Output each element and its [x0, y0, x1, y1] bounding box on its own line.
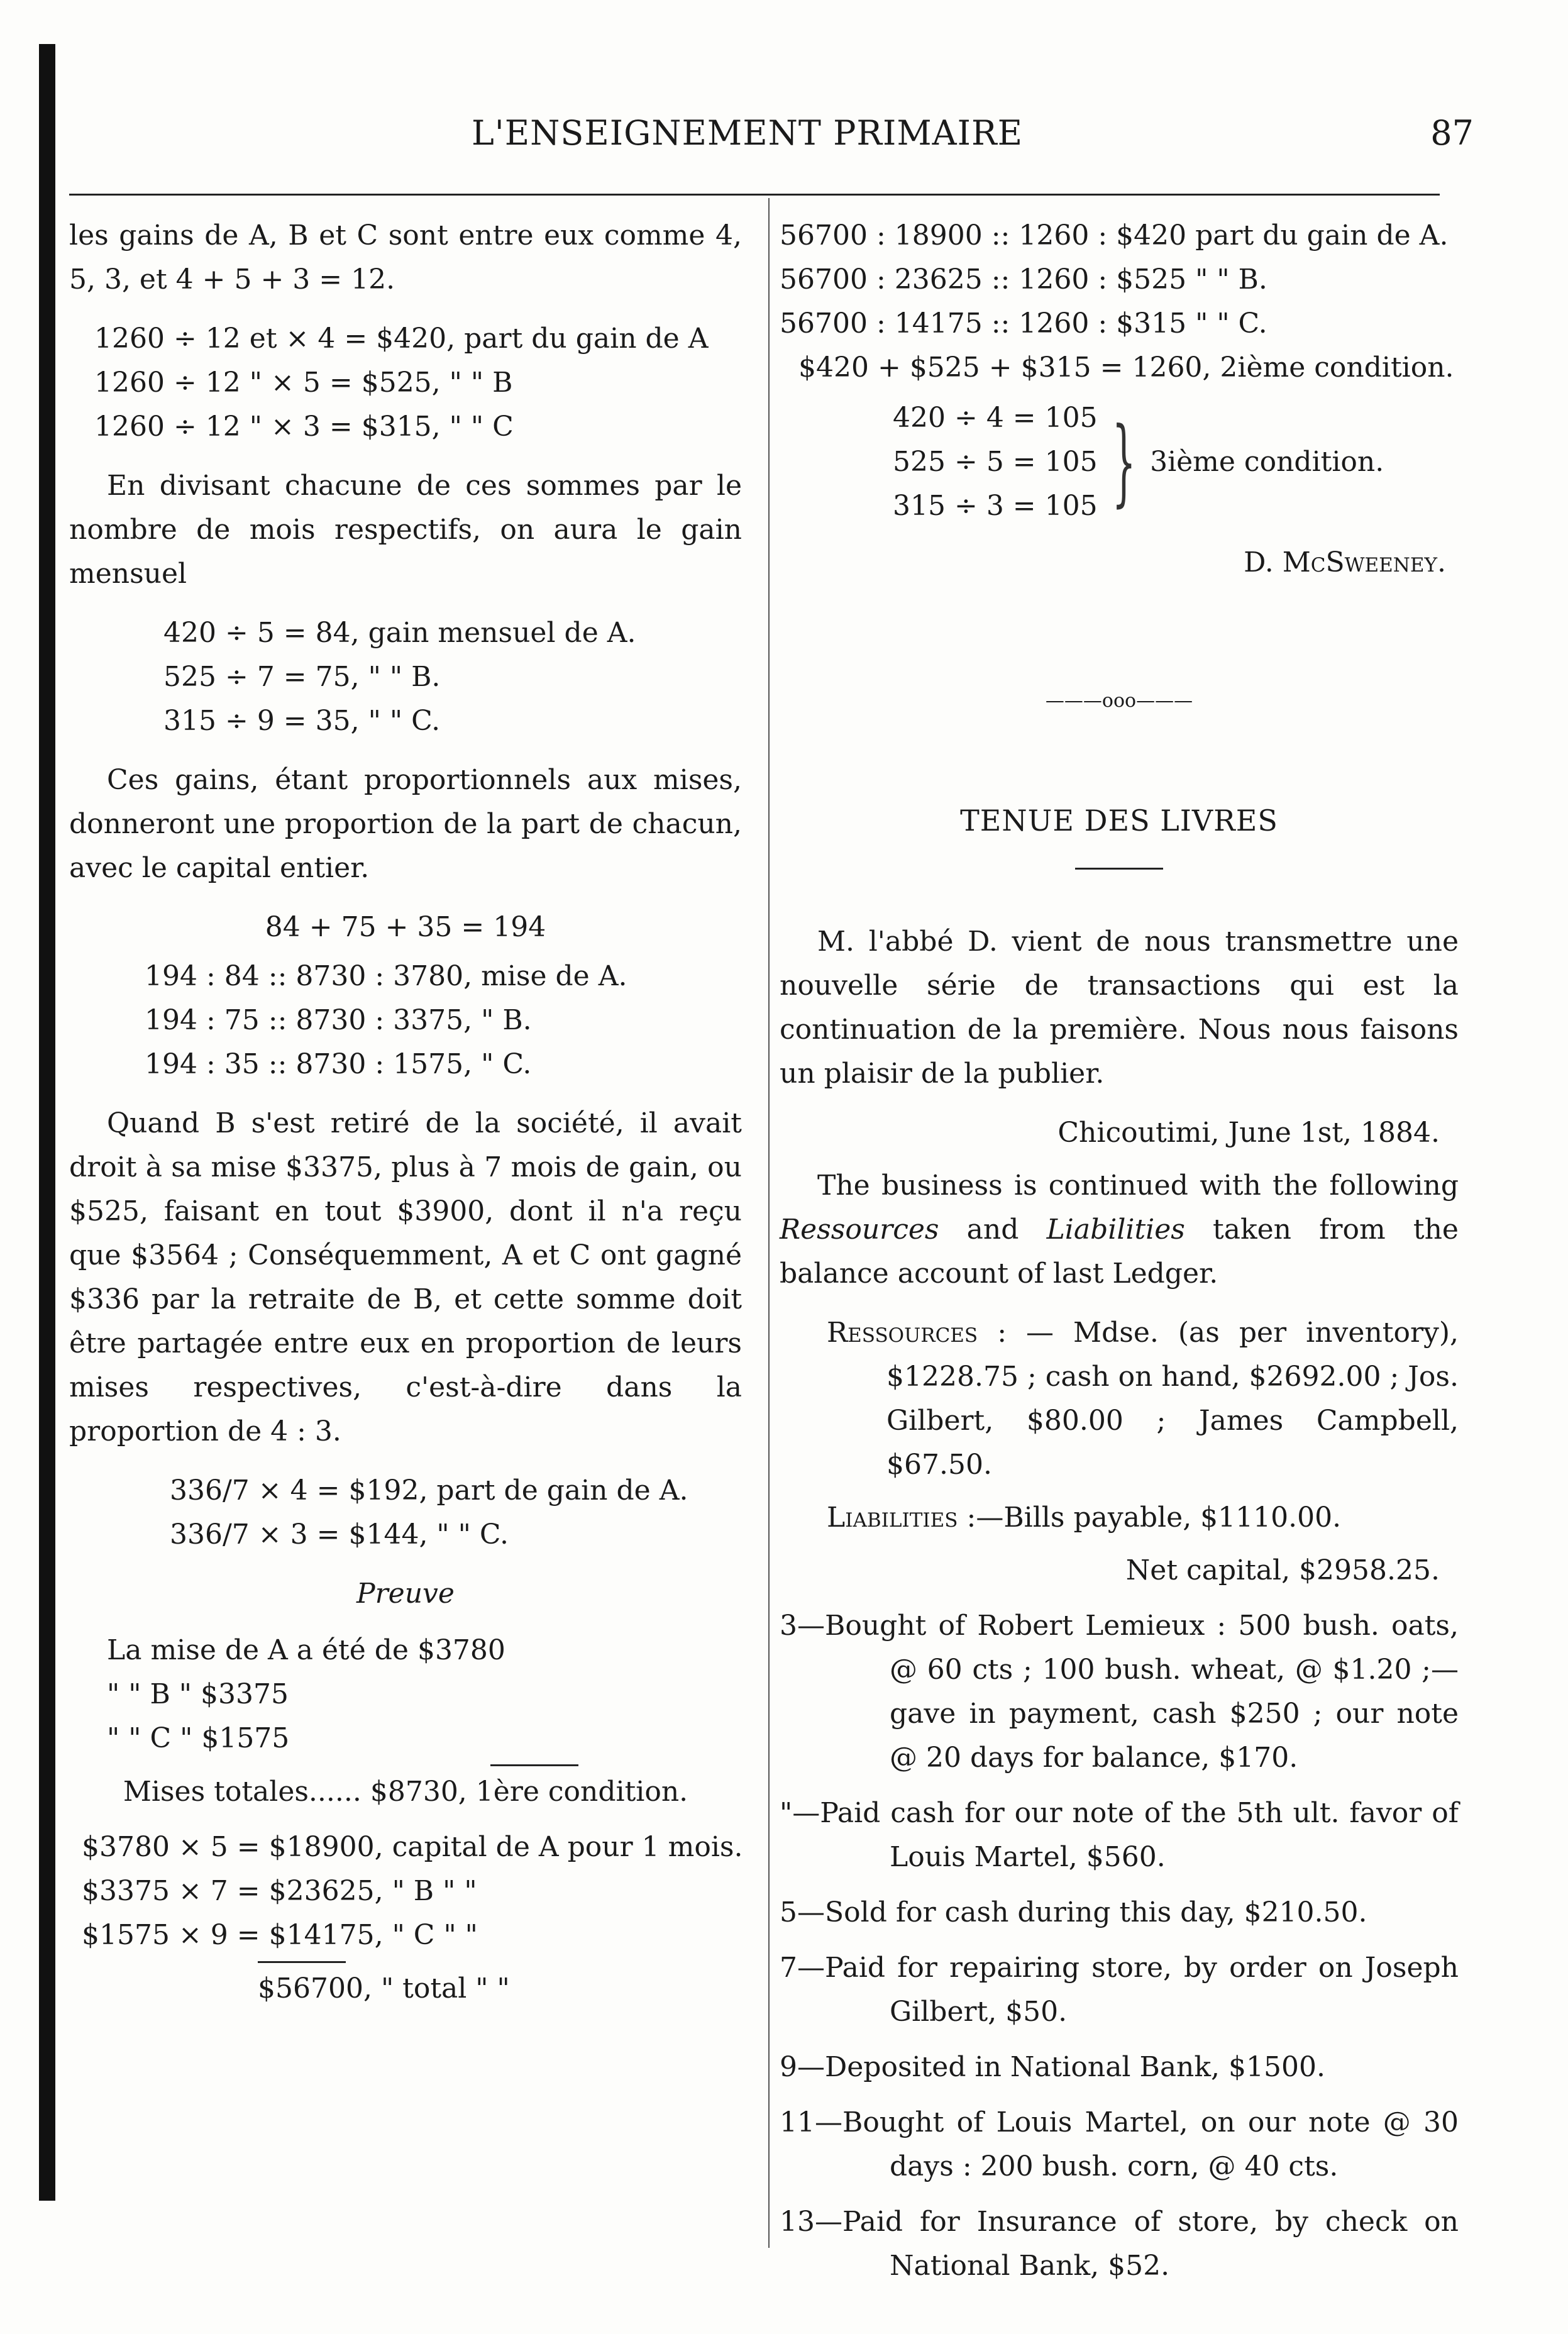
ressources-entry	[780, 1311, 1459, 1487]
equation: 56700 : 14175 :: 1260 : $315 " " C.	[780, 307, 1267, 340]
journal-entry: "—Paid cash for our note of the 5th ult. favor of Louis Martel, $560.	[780, 1797, 1459, 1873]
equation: 420 ÷ 5 = 84, gain mensuel de A.	[163, 617, 636, 649]
equation: $3780 × 5 = $18900, capital de A pour 1 mois.	[82, 1831, 743, 1863]
journal-entry: 11—Bought of Louis Martel, on our note @ 30 days : 200 bush. corn, @ 40 cts.	[780, 2106, 1459, 2182]
journal-entry: 9—Deposited in National Bank, $1500.	[780, 2051, 1325, 2083]
brace: }	[1112, 407, 1136, 517]
equation-block	[69, 317, 742, 449]
equation: La mise de A a été de $3780	[107, 1634, 505, 1666]
header-rule	[69, 194, 1440, 196]
emphasis-liabilities: Liabilities	[1046, 1214, 1185, 1246]
equation-block	[69, 954, 742, 1087]
equation-block	[893, 396, 1098, 528]
running-head: L'ENSEIGNEMENT PRIMAIRE	[472, 113, 1024, 153]
equation: 194 : 75 :: 8730 : 3375, " B.	[145, 1004, 532, 1036]
equation: 315 ÷ 3 = 105	[893, 490, 1098, 522]
journal-entry: 3—Bought of Robert Lemieux : 500 bush. oats, @ 60 cts ; 100 bush. wheat, @ $1.20 ;—gave in payment, cash $250 ; our note @ 20 days for balance, $170.	[780, 1610, 1459, 1774]
ornament: ———ooo———	[1045, 690, 1193, 712]
page-number: 87	[1430, 113, 1474, 153]
total-mises: Mises totales...... $8730, 1ère condition.	[123, 1776, 688, 1808]
equation: 194 : 35 :: 8730 : 1575, " C.	[145, 1048, 532, 1080]
page-header	[69, 113, 1474, 170]
dateline: Chicoutimi, June 1st, 1884.	[1057, 1117, 1440, 1149]
text-run: and	[966, 1214, 1019, 1246]
equation-block	[780, 214, 1459, 346]
signature: D. McSweeney.	[1244, 546, 1446, 578]
left-column	[69, 214, 742, 2011]
liabilities-entry	[780, 1496, 1459, 1540]
equation-block	[69, 1629, 742, 1761]
equation: $3375 × 7 = $23625, " B " "	[82, 1875, 477, 1907]
equation-total: $56700, " total " "	[258, 1972, 510, 2005]
paragraph: Quand B s'est retiré de la société, il avait droit à sa mise $3375, plus à 7 mois de gain, ou $525, faisant en tout $3900, dont il n'a reçu que $3564 ; Conséquemment, A et C ont gagné $336 par la retraite de B, et cette somme doit être partagée entre eux en proportion de leurs mises respectives, c'est-à-dire dans la proportion de 4 : 3.	[69, 1107, 742, 1447]
condition-3: 3ième condition.	[1150, 446, 1384, 478]
equation: 525 ÷ 5 = 105	[893, 446, 1098, 478]
journal-entry: 7—Paid for repairing store, by order on Joseph Gilbert, $50.	[780, 1952, 1459, 2028]
condition-2: $420 + $525 + $315 = 1260, 2ième condition.	[798, 351, 1454, 384]
paragraph	[780, 1164, 1459, 1296]
text-run: taken from the balance account of last Ledger.	[780, 1214, 1459, 1290]
paragraph: les gains de A, B et C sont entre eux comme 4, 5, 3, et 4 + 5 + 3 = 12.	[69, 219, 742, 296]
equation-block	[69, 1469, 742, 1557]
journal-entry: 13—Paid for Insurance of store, by check on National Bank, $52.	[780, 2206, 1459, 2282]
column-rule	[768, 198, 770, 2248]
equation-block	[69, 611, 742, 743]
text-run: The business is continued with the following	[817, 1170, 1459, 1202]
liabilities-text: :—Bills payable, $1110.00.	[966, 1502, 1342, 1534]
equation: 56700 : 18900 :: 1260 : $420 part du gain de A.	[780, 219, 1449, 252]
equation: 315 ÷ 9 = 35, " " C.	[163, 705, 441, 737]
equation: 336/7 × 3 = $144, " " C.	[170, 1518, 509, 1551]
paragraph: En divisant chacune de ces sommes par le nombre de mois respectifs, on aura le gain mensuel	[69, 470, 742, 590]
equation: 336/7 × 4 = $192, part de gain de A.	[170, 1474, 688, 1507]
paragraph: M. l'abbé D. vient de nous transmettre une nouvelle série de transactions qui est la continuation de la première. Nous nous faisons un plaisir de la publier.	[780, 926, 1459, 1090]
sum-rule	[490, 1764, 578, 1766]
equation: 1260 ÷ 12 " × 3 = $315, " " C	[94, 411, 514, 443]
ressources-text: : — Mdse. (as per inventory), $1228.75 ; cash on hand, $2692.00 ; Jos. Gilbert, $80.00 ; James Campbell, $67.50.	[886, 1317, 1459, 1481]
paragraph: Ces gains, étant proportionnels aux mises, donneront une proportion de la part de chacun, avec le capital entier.	[69, 764, 742, 884]
section-title: TENUE DES LIVRES	[960, 804, 1278, 838]
liabilities-label: Liabilities	[827, 1502, 958, 1534]
equation: 56700 : 23625 :: 1260 : $525 " " B.	[780, 263, 1267, 296]
binding-edge	[39, 44, 55, 2201]
equation-group	[780, 396, 1459, 528]
equation: 1260 ÷ 12 et × 4 = $420, part du gain de A	[94, 323, 709, 355]
equation: 1260 ÷ 12 " × 5 = $525, " " B	[94, 367, 513, 399]
equation-sum: 84 + 75 + 35 = 194	[265, 911, 546, 943]
sum-rule	[258, 1961, 346, 1963]
title-rule	[1075, 868, 1163, 870]
equation: $1575 × 9 = $14175, " C " "	[82, 1919, 478, 1951]
equation: 420 ÷ 4 = 105	[893, 402, 1098, 434]
equation: " " C " $1575	[107, 1722, 290, 1754]
journal-entry: 5—Sold for cash during this day, $210.50.	[780, 1896, 1367, 1928]
ressources-label: Ressources	[827, 1317, 978, 1349]
equation: 525 ÷ 7 = 75, " " B.	[163, 661, 441, 693]
emphasis-ressources: Ressources	[780, 1214, 939, 1246]
net-capital: Net capital, $2958.25.	[1125, 1554, 1440, 1586]
equation: 194 : 84 :: 8730 : 3780, mise de A.	[145, 960, 627, 992]
right-column	[780, 214, 1459, 2299]
equation-block	[69, 1825, 742, 1957]
equation: " " B " $3375	[107, 1678, 289, 1710]
subheading-preuve: Preuve	[356, 1578, 455, 1610]
